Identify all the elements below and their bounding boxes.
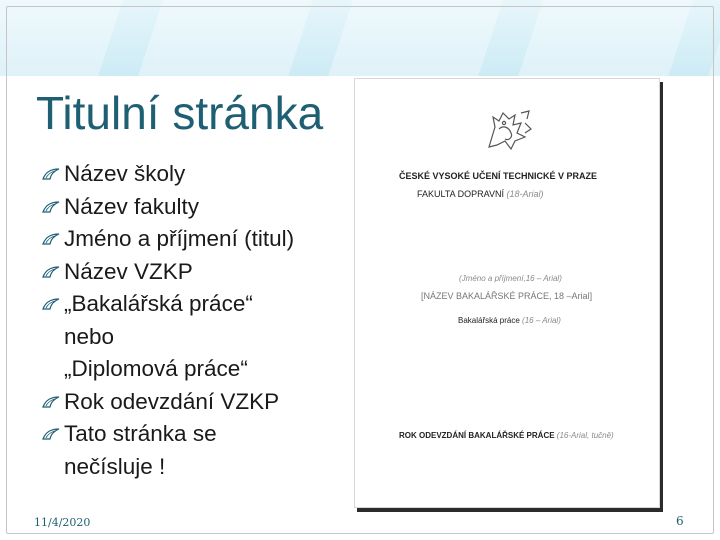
doc-year-note: (16-Arial, tučně): [556, 431, 614, 440]
bullet-item: [42, 158, 362, 191]
doc-thesis-type: [458, 316, 561, 325]
doc-faculty-note: (18-Arial): [506, 189, 544, 199]
bullet-text: nebo: [64, 323, 115, 349]
bullet-text: Název školy: [64, 161, 186, 186]
bullet-text: Tato stránka se: [64, 421, 217, 446]
wing-bullet-icon: [42, 200, 60, 214]
bullet-text: „Diplomová práce“: [64, 356, 248, 381]
wing-bullet-icon: [42, 427, 60, 441]
bullet-text: Jméno a příjmení (titul): [64, 226, 295, 251]
band-tile: [514, 0, 696, 76]
doc-thesis-type-label: Bakalářská práce: [458, 316, 520, 325]
bullet-text: Rok odevzdání VZKP: [64, 388, 280, 414]
wing-bullet-icon: [42, 297, 60, 311]
wing-bullet-icon: [42, 232, 60, 246]
bullet-text: nečísluje !: [64, 453, 166, 479]
bullet-item: [42, 256, 362, 289]
header-band: [0, 0, 720, 76]
slide-date: 11/4/2020: [34, 516, 91, 529]
doc-university: ČESKÉ VYSOKÉ UČENÍ TECHNICKÉ V PRAZE: [399, 171, 598, 181]
doc-year-label: ROK ODEVZDÁNÍ BAKALÁŘSKÉ PRÁCE: [399, 431, 555, 440]
doc-year: [399, 431, 614, 440]
doc-author: (Jméno a příjmení,16 – Arial): [459, 274, 562, 283]
doc-faculty: [417, 189, 544, 199]
bullet-item: [42, 223, 362, 256]
bullet-item: [42, 418, 362, 483]
doc-thesis-type-note: (16 – Arial): [522, 316, 561, 325]
bullet-item: [42, 386, 362, 419]
slide-page-number: 6: [676, 514, 684, 528]
bullet-list: [42, 158, 362, 483]
wing-bullet-icon: [42, 265, 60, 279]
band-tile: [0, 0, 126, 76]
doc-faculty-label: FAKULTA DOPRAVNÍ: [417, 189, 505, 199]
bullet-item: [42, 191, 362, 224]
wing-bullet-icon: [42, 167, 60, 181]
bullet-text: „Bakalářská práce“: [64, 291, 253, 316]
band-tile: [704, 0, 720, 76]
bullet-item: [42, 288, 362, 386]
slide-title: Titulní stránka: [36, 87, 324, 139]
wing-bullet-icon: [42, 395, 60, 409]
bullet-text: Název VZKP: [64, 258, 193, 284]
band-tile: [324, 0, 506, 76]
doc-thesis-title: [NÁZEV BAKALÁŘSKÉ PRÁCE, 18 –Arial]: [421, 291, 593, 301]
band-tile: [134, 0, 316, 76]
document-preview: [354, 78, 660, 508]
university-lion-crest-icon: [485, 107, 533, 151]
bullet-text: Název fakulty: [64, 193, 200, 219]
